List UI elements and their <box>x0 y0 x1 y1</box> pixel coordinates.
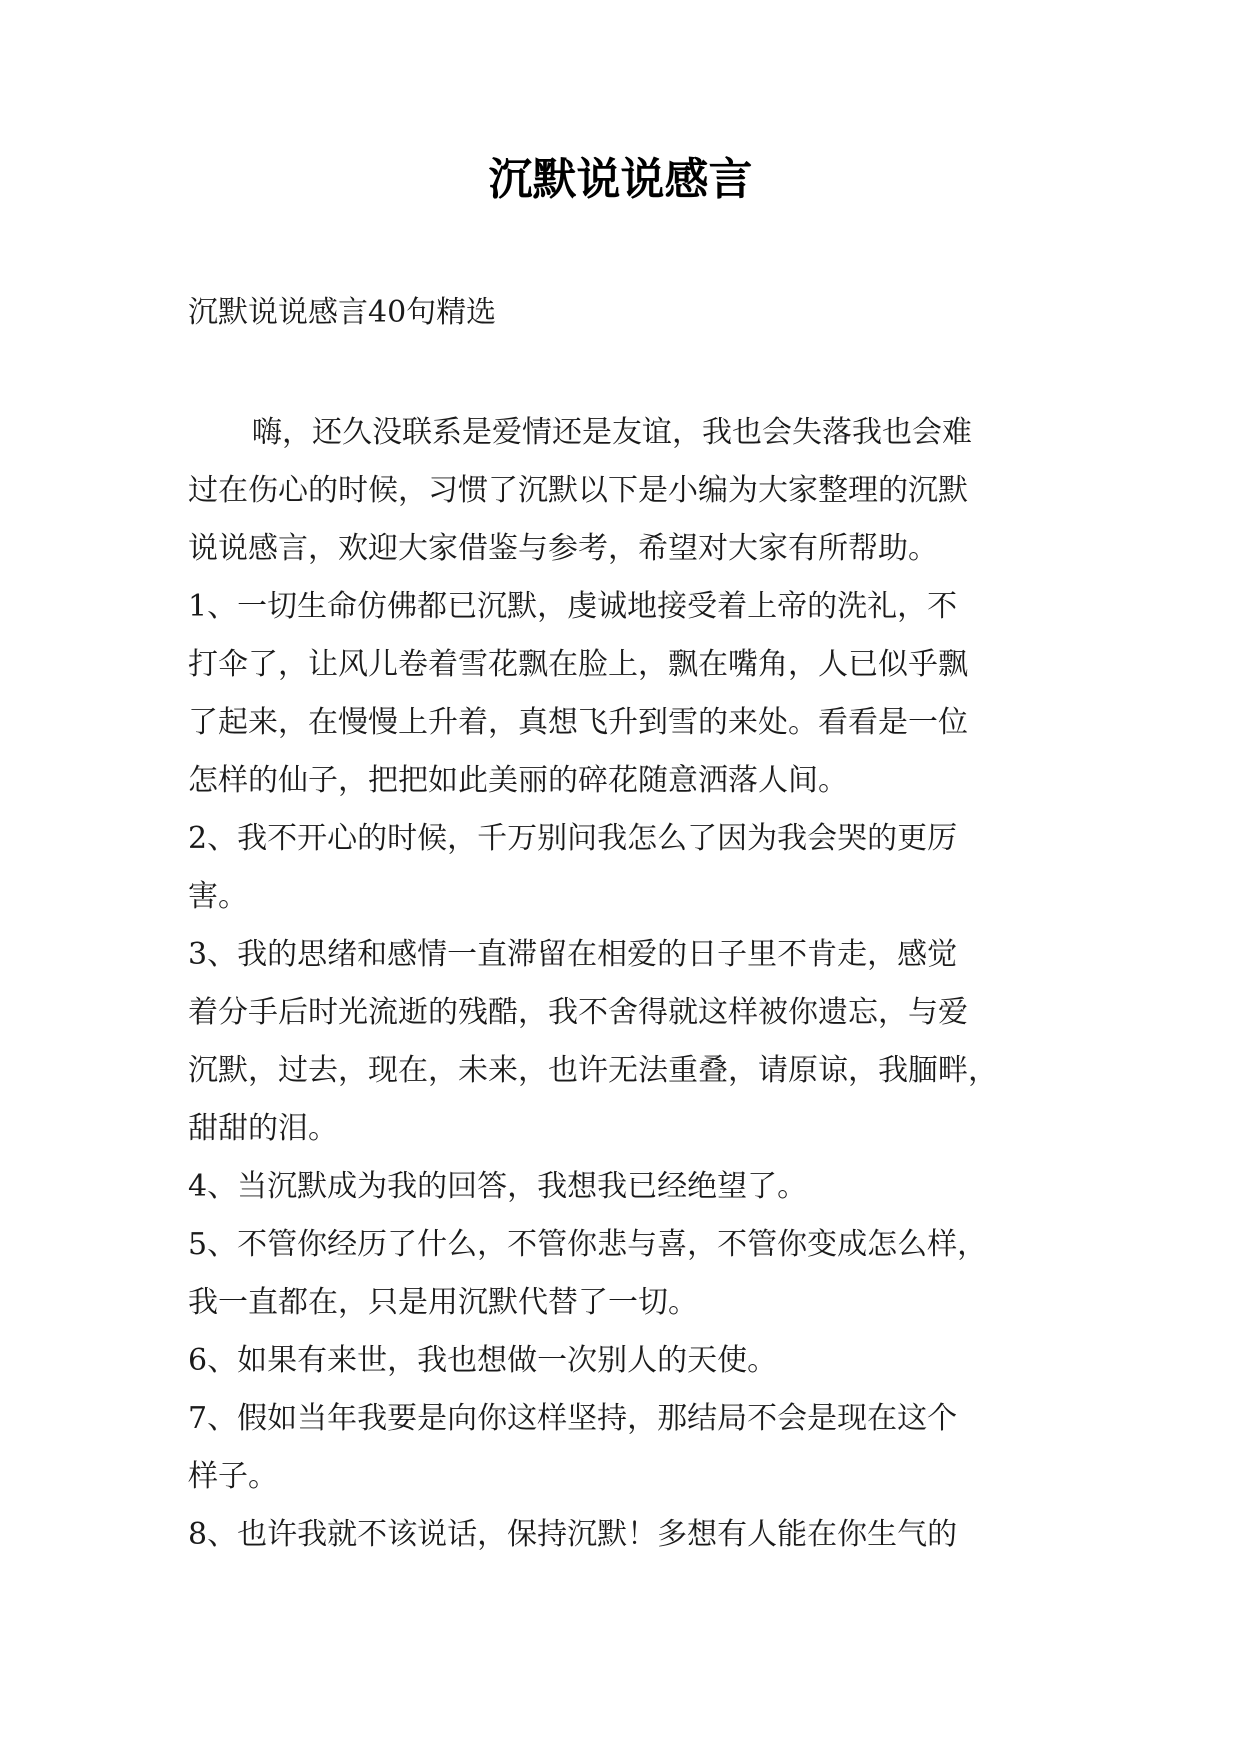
body-line: 5、不管你经历了什么，不管你悲与喜，不管你变成怎么样， <box>188 1227 988 1262</box>
document-subtitle: 沉默说说感言40句精选 <box>188 295 497 330</box>
body-line: 了起来，在慢慢上升着，真想飞升到雪的来处。看看是一位 <box>188 705 968 740</box>
body-line: 4、当沉默成为我的回答，我想我已经绝望了。 <box>188 1169 808 1204</box>
document-title: 沉默说说感言 <box>488 154 753 205</box>
body-line: 害。 <box>188 879 248 914</box>
body-line: 8、也许我就不该说话，保持沉默！多想有人能在你生气的 <box>188 1517 958 1552</box>
body-line: 6、如果有来世，我也想做一次别人的天使。 <box>188 1343 778 1378</box>
body-line: 3、我的思绪和感情一直滞留在相爱的日子里不肯走，感觉 <box>188 937 958 972</box>
document-body <box>188 404 1068 1564</box>
body-line: 嗨，还久没联系是爱情还是友谊，我也会失落我也会难 <box>252 415 972 450</box>
body-line: 说说感言，欢迎大家借鉴与参考，希望对大家有所帮助。 <box>188 531 938 566</box>
body-line: 2、我不开心的时候，千万别问我怎么了因为我会哭的更厉 <box>188 821 958 856</box>
body-line: 样子。 <box>188 1459 278 1494</box>
body-line: 1、一切生命仿佛都已沉默，虔诚地接受着上帝的洗礼，不 <box>188 589 958 624</box>
body-line: 过在伤心的时候，习惯了沉默以下是小编为大家整理的沉默 <box>188 473 968 508</box>
body-line: 怎样的仙子，把把如此美丽的碎花随意洒落人间。 <box>188 763 848 798</box>
body-line: 7、假如当年我要是向你这样坚持，那结局不会是现在这个 <box>188 1401 958 1436</box>
body-line: 甜甜的泪。 <box>188 1111 338 1146</box>
body-line: 我一直都在，只是用沉默代替了一切。 <box>188 1285 698 1320</box>
body-line: 打伞了，让风儿卷着雪花飘在脸上，飘在嘴角，人已似乎飘 <box>188 647 968 682</box>
body-line: 着分手后时光流逝的残酷，我不舍得就这样被你遗忘，与爱 <box>188 995 968 1030</box>
body-line: 沉默，过去，现在，未来，也许无法重叠，请原谅，我腼畔， <box>188 1053 998 1088</box>
